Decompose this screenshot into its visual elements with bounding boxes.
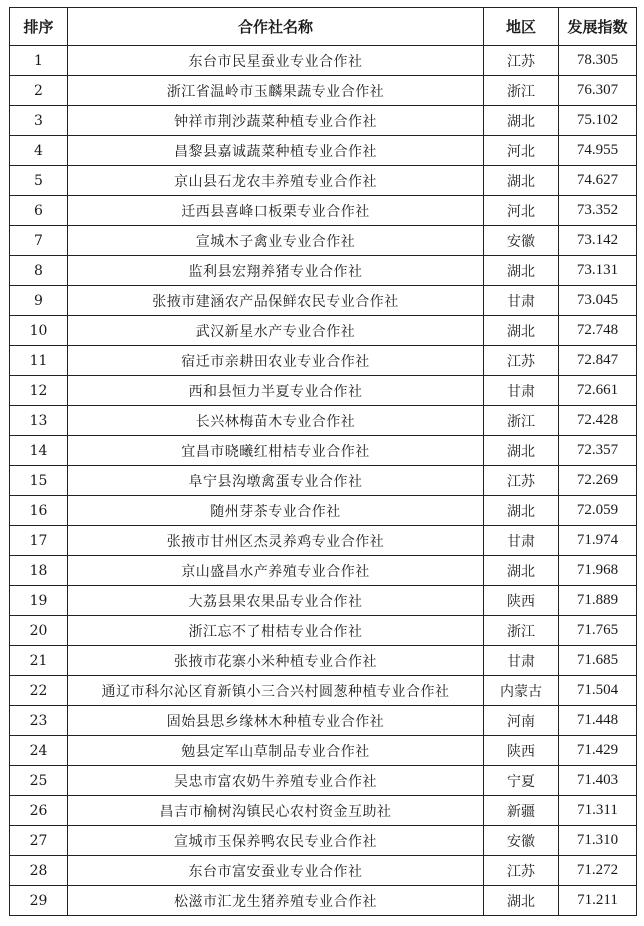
cooperative-name-cell: 浙江省温岭市玉麟果蔬专业合作社 — [68, 76, 484, 106]
development-index-cell: 72.428 — [559, 406, 637, 436]
cooperative-name-cell: 张掖市花寨小米种植专业合作社 — [68, 646, 484, 676]
region-cell: 湖北 — [484, 436, 559, 466]
table-row — [10, 166, 637, 196]
cooperative-name-cell: 浙江忘不了柑桔专业合作社 — [68, 616, 484, 646]
table-row — [10, 826, 637, 856]
rank-cell: 17 — [10, 526, 68, 556]
cooperative-name-cell: 固始县思乡缘林木种植专业合作社 — [68, 706, 484, 736]
table-row — [10, 706, 637, 736]
development-index-cell: 71.403 — [559, 766, 637, 796]
table-row — [10, 316, 637, 346]
table-row — [10, 736, 637, 766]
cooperative-name-cell: 东台市富安蚕业专业合作社 — [68, 856, 484, 886]
cooperative-name-cell: 勉县定军山草制品专业合作社 — [68, 736, 484, 766]
region-cell: 湖北 — [484, 106, 559, 136]
header-index: 发展指数 — [559, 8, 637, 46]
header-name: 合作社名称 — [68, 8, 484, 46]
table-row — [10, 796, 637, 826]
cooperative-name-cell: 昌吉市榆树沟镇民心农村资金互助社 — [68, 796, 484, 826]
development-index-cell: 73.131 — [559, 256, 637, 286]
table-body — [10, 46, 637, 916]
table-row — [10, 106, 637, 136]
region-cell: 河北 — [484, 136, 559, 166]
cooperative-name-cell: 大荔县果农果品专业合作社 — [68, 586, 484, 616]
cooperative-name-cell: 京山盛昌水产养殖专业合作社 — [68, 556, 484, 586]
rank-cell: 29 — [10, 886, 68, 916]
region-cell: 安徽 — [484, 226, 559, 256]
table-row — [10, 766, 637, 796]
rank-cell: 6 — [10, 196, 68, 226]
region-cell: 甘肃 — [484, 376, 559, 406]
development-index-cell: 71.211 — [559, 886, 637, 916]
table-row — [10, 496, 637, 526]
rank-cell: 27 — [10, 826, 68, 856]
development-index-cell: 72.269 — [559, 466, 637, 496]
region-cell: 甘肃 — [484, 526, 559, 556]
header-region: 地区 — [484, 8, 559, 46]
cooperative-name-cell: 松滋市汇龙生猪养殖专业合作社 — [68, 886, 484, 916]
development-index-cell: 71.889 — [559, 586, 637, 616]
table-row — [10, 676, 637, 706]
cooperative-name-cell: 吴忠市富农奶牛养殖专业合作社 — [68, 766, 484, 796]
region-cell: 浙江 — [484, 616, 559, 646]
table-row — [10, 616, 637, 646]
development-index-cell: 71.448 — [559, 706, 637, 736]
region-cell: 甘肃 — [484, 646, 559, 676]
development-index-cell: 72.661 — [559, 376, 637, 406]
cooperative-name-cell: 通辽市科尔沁区育新镇小三合兴村圆葱种植专业合作社 — [68, 676, 484, 706]
region-cell: 浙江 — [484, 76, 559, 106]
header-row — [10, 8, 637, 46]
region-cell: 甘肃 — [484, 286, 559, 316]
table-row — [10, 226, 637, 256]
cooperative-name-cell: 长兴林梅苗木专业合作社 — [68, 406, 484, 436]
rank-cell: 12 — [10, 376, 68, 406]
development-index-cell: 74.955 — [559, 136, 637, 166]
rank-cell: 7 — [10, 226, 68, 256]
table-row — [10, 76, 637, 106]
development-index-cell: 73.352 — [559, 196, 637, 226]
rank-cell: 13 — [10, 406, 68, 436]
development-index-cell: 72.847 — [559, 346, 637, 376]
development-index-cell: 72.748 — [559, 316, 637, 346]
region-cell: 湖北 — [484, 316, 559, 346]
region-cell: 浙江 — [484, 406, 559, 436]
region-cell: 江苏 — [484, 856, 559, 886]
development-index-cell: 73.045 — [559, 286, 637, 316]
cooperative-name-cell: 张掖市建涵农产品保鲜农民专业合作社 — [68, 286, 484, 316]
region-cell: 内蒙古 — [484, 676, 559, 706]
table-row — [10, 46, 637, 76]
development-index-cell: 78.305 — [559, 46, 637, 76]
header-rank: 排序 — [10, 8, 68, 46]
rank-cell: 15 — [10, 466, 68, 496]
rank-cell: 24 — [10, 736, 68, 766]
cooperative-name-cell: 张掖市甘州区杰灵养鸡专业合作社 — [68, 526, 484, 556]
region-cell: 湖北 — [484, 166, 559, 196]
development-index-cell: 71.685 — [559, 646, 637, 676]
table-row — [10, 466, 637, 496]
development-index-cell: 71.429 — [559, 736, 637, 766]
rank-cell: 22 — [10, 676, 68, 706]
rank-cell: 23 — [10, 706, 68, 736]
rank-cell: 26 — [10, 796, 68, 826]
table-row — [10, 376, 637, 406]
region-cell: 江苏 — [484, 346, 559, 376]
development-index-cell: 72.357 — [559, 436, 637, 466]
rank-cell: 11 — [10, 346, 68, 376]
region-cell: 湖北 — [484, 256, 559, 286]
region-cell: 宁夏 — [484, 766, 559, 796]
cooperative-name-cell: 宣城木子禽业专业合作社 — [68, 226, 484, 256]
development-index-cell: 71.968 — [559, 556, 637, 586]
rank-cell: 21 — [10, 646, 68, 676]
cooperative-ranking-table — [9, 7, 637, 916]
region-cell: 河北 — [484, 196, 559, 226]
rank-cell: 25 — [10, 766, 68, 796]
region-cell: 江苏 — [484, 46, 559, 76]
cooperative-name-cell: 宣城市玉保养鸭农民专业合作社 — [68, 826, 484, 856]
rank-cell: 14 — [10, 436, 68, 466]
development-index-cell: 75.102 — [559, 106, 637, 136]
rank-cell: 1 — [10, 46, 68, 76]
region-cell: 新疆 — [484, 796, 559, 826]
rank-cell: 9 — [10, 286, 68, 316]
region-cell: 河南 — [484, 706, 559, 736]
rank-cell: 2 — [10, 76, 68, 106]
table-row — [10, 286, 637, 316]
development-index-cell: 71.310 — [559, 826, 637, 856]
development-index-cell: 71.504 — [559, 676, 637, 706]
cooperative-name-cell: 西和县恒力半夏专业合作社 — [68, 376, 484, 406]
cooperative-name-cell: 武汉新星水产专业合作社 — [68, 316, 484, 346]
cooperative-name-cell: 宿迁市亲耕田农业专业合作社 — [68, 346, 484, 376]
development-index-cell: 73.142 — [559, 226, 637, 256]
cooperative-name-cell: 钟祥市荆沙蔬菜种植专业合作社 — [68, 106, 484, 136]
cooperative-name-cell: 迁西县喜峰口板栗专业合作社 — [68, 196, 484, 226]
cooperative-name-cell: 随州芽茶专业合作社 — [68, 496, 484, 526]
table-row — [10, 586, 637, 616]
cooperative-name-cell: 东台市民星蚕业专业合作社 — [68, 46, 484, 76]
table-row — [10, 646, 637, 676]
region-cell: 陕西 — [484, 586, 559, 616]
table-row — [10, 136, 637, 166]
table-row — [10, 256, 637, 286]
table-row — [10, 436, 637, 466]
rank-cell: 20 — [10, 616, 68, 646]
rank-cell: 8 — [10, 256, 68, 286]
rank-cell: 19 — [10, 586, 68, 616]
table-row — [10, 406, 637, 436]
development-index-cell: 71.272 — [559, 856, 637, 886]
region-cell: 陕西 — [484, 736, 559, 766]
table-row — [10, 526, 637, 556]
development-index-cell: 71.765 — [559, 616, 637, 646]
table-row — [10, 856, 637, 886]
development-index-cell: 76.307 — [559, 76, 637, 106]
rank-cell: 5 — [10, 166, 68, 196]
table-header — [10, 8, 637, 46]
cooperative-name-cell: 阜宁县沟墩禽蛋专业合作社 — [68, 466, 484, 496]
rank-cell: 18 — [10, 556, 68, 586]
region-cell: 湖北 — [484, 556, 559, 586]
cooperative-name-cell: 京山县石龙农丰养殖专业合作社 — [68, 166, 484, 196]
development-index-cell: 72.059 — [559, 496, 637, 526]
cooperative-name-cell: 昌黎县嘉诚蔬菜种植专业合作社 — [68, 136, 484, 166]
rank-cell: 3 — [10, 106, 68, 136]
rank-cell: 10 — [10, 316, 68, 346]
development-index-cell: 74.627 — [559, 166, 637, 196]
development-index-cell: 71.974 — [559, 526, 637, 556]
rank-cell: 4 — [10, 136, 68, 166]
table-row — [10, 196, 637, 226]
rank-cell: 28 — [10, 856, 68, 886]
region-cell: 江苏 — [484, 466, 559, 496]
region-cell: 安徽 — [484, 826, 559, 856]
table-row — [10, 346, 637, 376]
development-index-cell: 71.311 — [559, 796, 637, 826]
cooperative-name-cell: 宜昌市晓曦红柑桔专业合作社 — [68, 436, 484, 466]
rank-cell: 16 — [10, 496, 68, 526]
table-row — [10, 886, 637, 916]
region-cell: 湖北 — [484, 886, 559, 916]
table-row — [10, 556, 637, 586]
cooperative-name-cell: 监利县宏翔养猪专业合作社 — [68, 256, 484, 286]
region-cell: 湖北 — [484, 496, 559, 526]
